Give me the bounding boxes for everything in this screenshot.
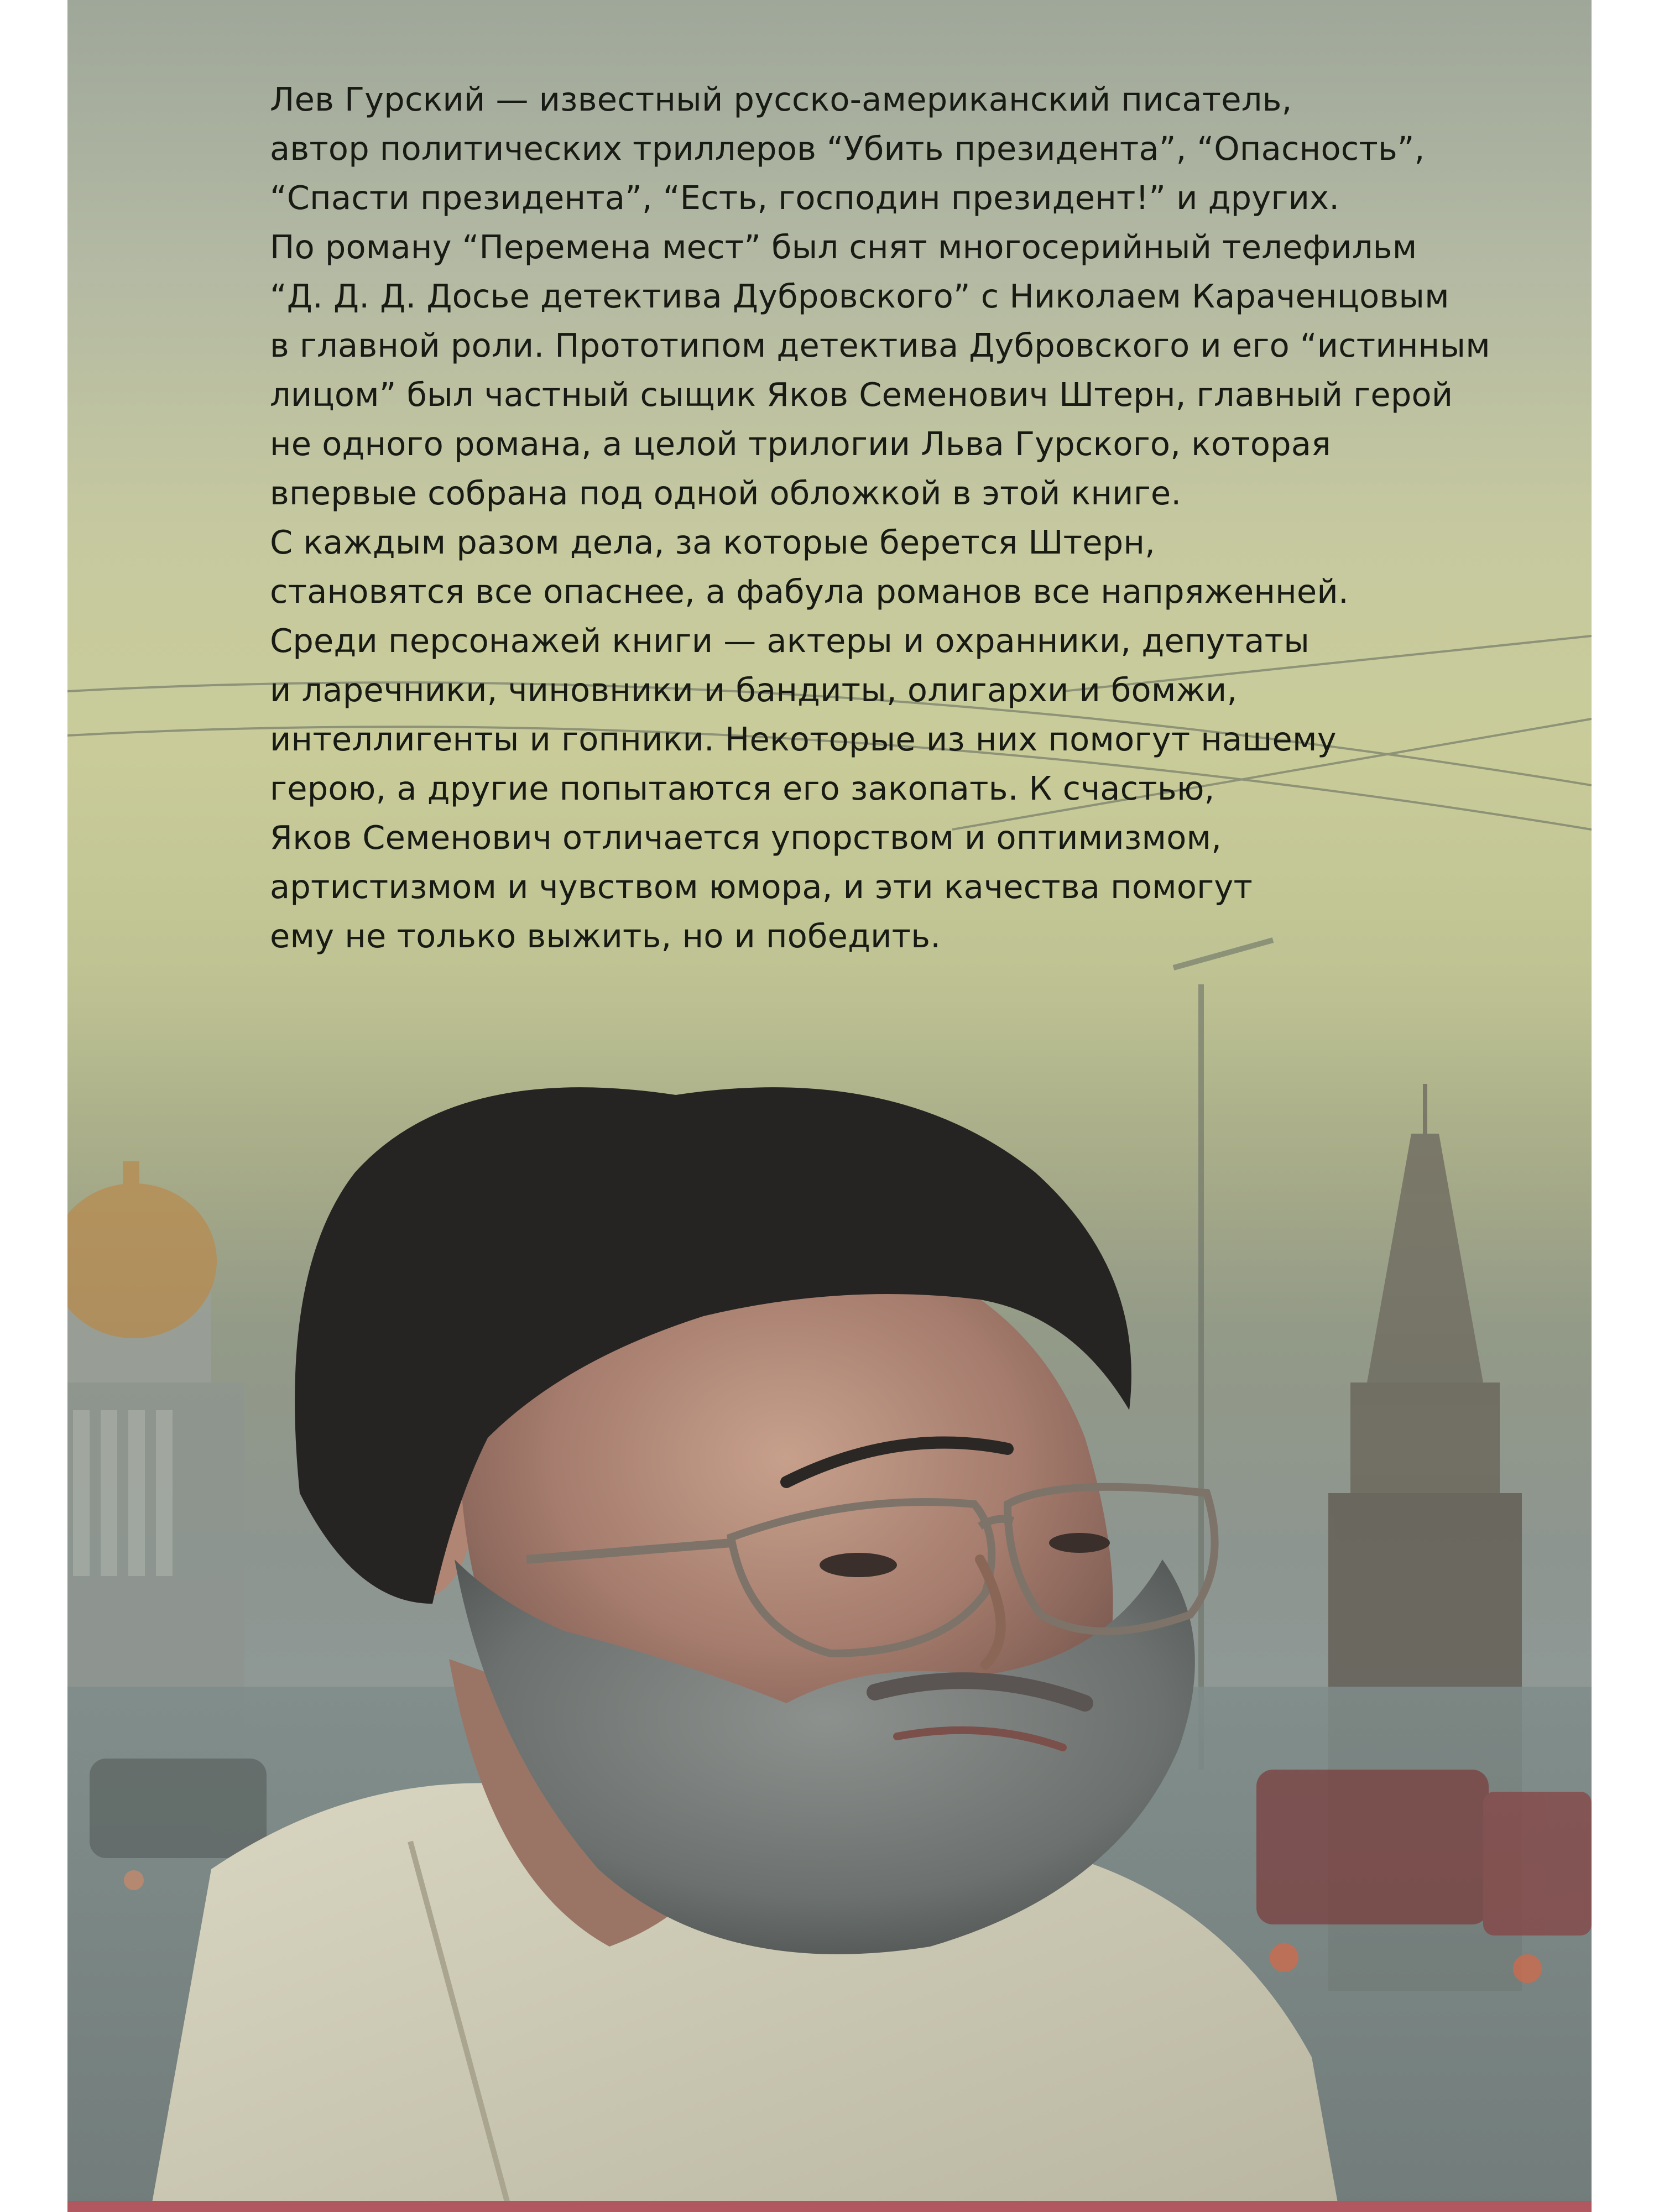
blurb-line: ему не только выжить, но и победить. <box>270 917 941 955</box>
cover-edge-strip <box>67 2201 1592 2212</box>
blurb-line: впервые собрана под одной обложкой в этой книге. <box>270 474 1182 512</box>
blurb-line: интеллигенты и гопники. Некоторые из них помогут нашему <box>270 720 1337 758</box>
blurb-line: Яков Семенович отличается упорством и оптимизмом, <box>270 818 1222 857</box>
blurb-line: не одного романа, а целой трилогии Льва Гурского, которая <box>270 425 1331 463</box>
blurb-line: в главной роли. Прототипом детектива Дубровского и его “истинным <box>270 326 1490 364</box>
blurb-line: становятся все опаснее, а фабула романов все напряженней. <box>270 572 1349 611</box>
blurb-line: Лев Гурский — известный русско-американский писатель, <box>270 80 1292 118</box>
blurb-line: артистизмом и чувством юмора, и эти качества помогут <box>270 868 1253 906</box>
blurb-line: герою, а другие попытаются его закопать. К счастью, <box>270 769 1215 807</box>
blurb-line: и ларечники, чиновники и бандиты, олигархи и бомжи, <box>270 671 1238 709</box>
blurb-line: Среди персонажей книги — актеры и охранники, депутаты <box>270 622 1310 660</box>
blurb-line: автор политических триллеров “Убить президента”, “Опасность”, <box>270 129 1425 168</box>
blurb-line: С каждым разом дела, за которые берется Штерн, <box>270 523 1156 561</box>
blurb-line: “Д. Д. Д. Досье детектива Дубровского” с Николаем Караченцовым <box>270 277 1449 315</box>
blurb-line: “Спасти президента”, “Есть, господин президент!” и других. <box>270 179 1340 217</box>
blurb-line: лицом” был частный сыщик Яков Семенович Штерн, главный герой <box>270 375 1453 414</box>
author-blurb <box>270 75 1490 961</box>
cathedral-silhouette <box>67 1161 244 1770</box>
blurb-line: По роману “Перемена мест” был снят многосерийный телефильм <box>270 228 1417 266</box>
